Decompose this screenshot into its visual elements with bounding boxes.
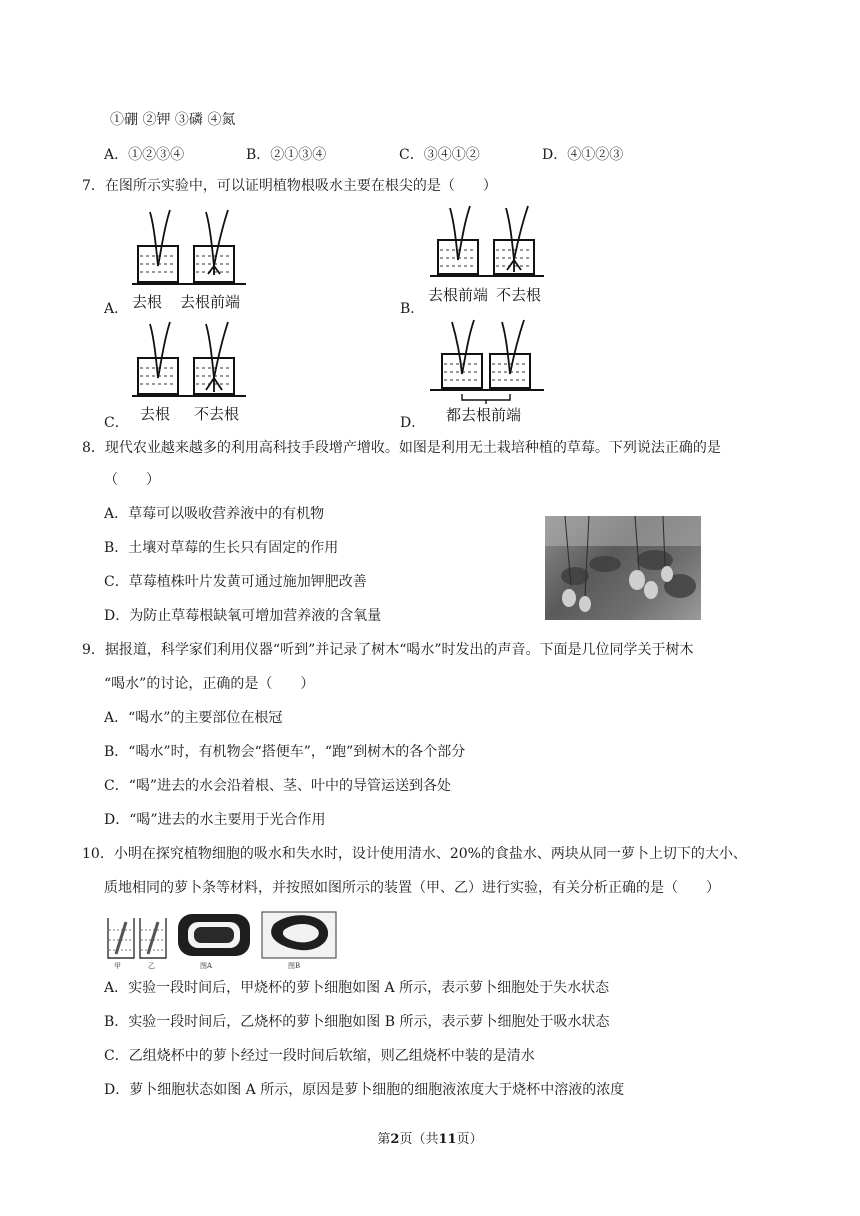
q7-c-caption-left: 去根 <box>140 406 171 423</box>
q10-label-jia: 甲 <box>114 962 121 970</box>
q7-option-d-letter: D． <box>400 415 426 431</box>
q6-option-c: C．③④①② <box>399 147 480 163</box>
q7-figure-a <box>128 206 253 316</box>
q6-option-a: A．①②③④ <box>104 147 185 163</box>
footer-total-pages: 11 <box>438 1132 457 1147</box>
q10-figure <box>104 906 342 970</box>
q7-a-caption-right: 去根前端 <box>180 294 241 311</box>
q10-label-b: 图B <box>288 962 301 970</box>
footer-prefix: 第 <box>377 1132 391 1147</box>
q8-option-c: C．草莓植株叶片发黄可通过施加钾肥改善 <box>104 574 367 590</box>
q8-option-d: D．为防止草莓根缺氧可增加营养液的含氧量 <box>104 608 382 624</box>
q10-option-c: C．乙组烧杯中的萝卜经过一段时间后软缩，则乙组烧杯中装的是清水 <box>104 1048 535 1064</box>
q8-stem: 8．现代农业越来越多的利用高科技手段增产增收。如图是利用无土栽培种植的草莓。下列说法正确的是 <box>82 440 721 456</box>
q6-items: ①硼 ②钾 ③磷 ④氮 <box>110 112 236 128</box>
q9-option-c: C．“喝”进去的水会沿着根、茎、叶中的导管运送到各处 <box>104 778 452 794</box>
q6-option-b: B．②①③④ <box>246 147 327 163</box>
q7-figure-d <box>428 318 553 428</box>
q7-figure-b <box>428 204 553 312</box>
q10-stem-line1: 10．小明在探究植物细胞的吸水和失水时，设计使用清水、20%的食盐水、两块从同一萝卜上切下的大小、 <box>82 846 747 862</box>
q10-option-b: B．实验一段时间后，乙烧杯的萝卜细胞如图 B 所示，表示萝卜细胞处于吸水状态 <box>104 1014 610 1030</box>
footer-middle: 页（共 <box>399 1132 439 1147</box>
q7-stem: 7．在图所示实验中，可以证明植物根吸水主要在根尖的是（ ） <box>82 178 497 194</box>
q8-option-b: B．土壤对草莓的生长只有固定的作用 <box>104 540 339 556</box>
q7-figure-c <box>128 320 253 428</box>
strawberry-photo <box>545 516 701 620</box>
q10-label-yi: 乙 <box>148 962 155 970</box>
q9-option-d: D．“喝”进去的水主要用于光合作用 <box>104 812 326 828</box>
q7-option-b-letter: B． <box>400 301 425 317</box>
q9-option-a: A．“喝水”的主要部位在根冠 <box>104 710 283 726</box>
footer-page-number: 2 <box>390 1132 400 1147</box>
q7-a-caption-left: 去根 <box>132 294 163 311</box>
q7-option-c-letter: C． <box>104 415 129 431</box>
footer-suffix: 页） <box>456 1132 483 1147</box>
q10-stem-line2: 质地相同的萝卜条等材料，并按照如图所示的装置（甲、乙）进行实验，有关分析正确的是（ ） <box>104 880 720 896</box>
q7-option-a-letter: A． <box>104 301 129 317</box>
q7-b-caption-left: 去根前端 <box>428 287 489 304</box>
q9-option-b: B．“喝水”时，有机物会“搭便车”，“跑”到树木的各个部分 <box>104 744 466 760</box>
page-footer <box>0 1128 860 1147</box>
q7-c-caption-right: 不去根 <box>194 406 240 423</box>
q10-option-d: D．萝卜细胞状态如图 A 所示，原因是萝卜细胞的细胞液浓度大于烧杯中溶液的浓度 <box>104 1082 625 1098</box>
q10-option-a: A．实验一段时间后，甲烧杯的萝卜细胞如图 A 所示，表示萝卜细胞处于失水状态 <box>104 980 610 996</box>
q10-label-a: 图A <box>200 962 213 970</box>
q7-d-caption: 都去根前端 <box>446 407 522 424</box>
q6-option-d: D．④①②③ <box>542 147 624 163</box>
strawberry-photo-art <box>545 516 701 620</box>
q9-stem-line1: 9．据报道，科学家们利用仪器“听到”并记录了树木“喝水”时发出的声音。下面是几位同学关于树木 <box>82 642 694 658</box>
q9-stem-line2: “喝水”的讨论，正确的是（ ） <box>104 676 315 692</box>
q7-b-caption-right: 不去根 <box>496 287 542 304</box>
q8-option-a: A．草莓可以吸收营养液中的有机物 <box>104 506 325 522</box>
q8-bracket: （ ） <box>104 472 160 488</box>
